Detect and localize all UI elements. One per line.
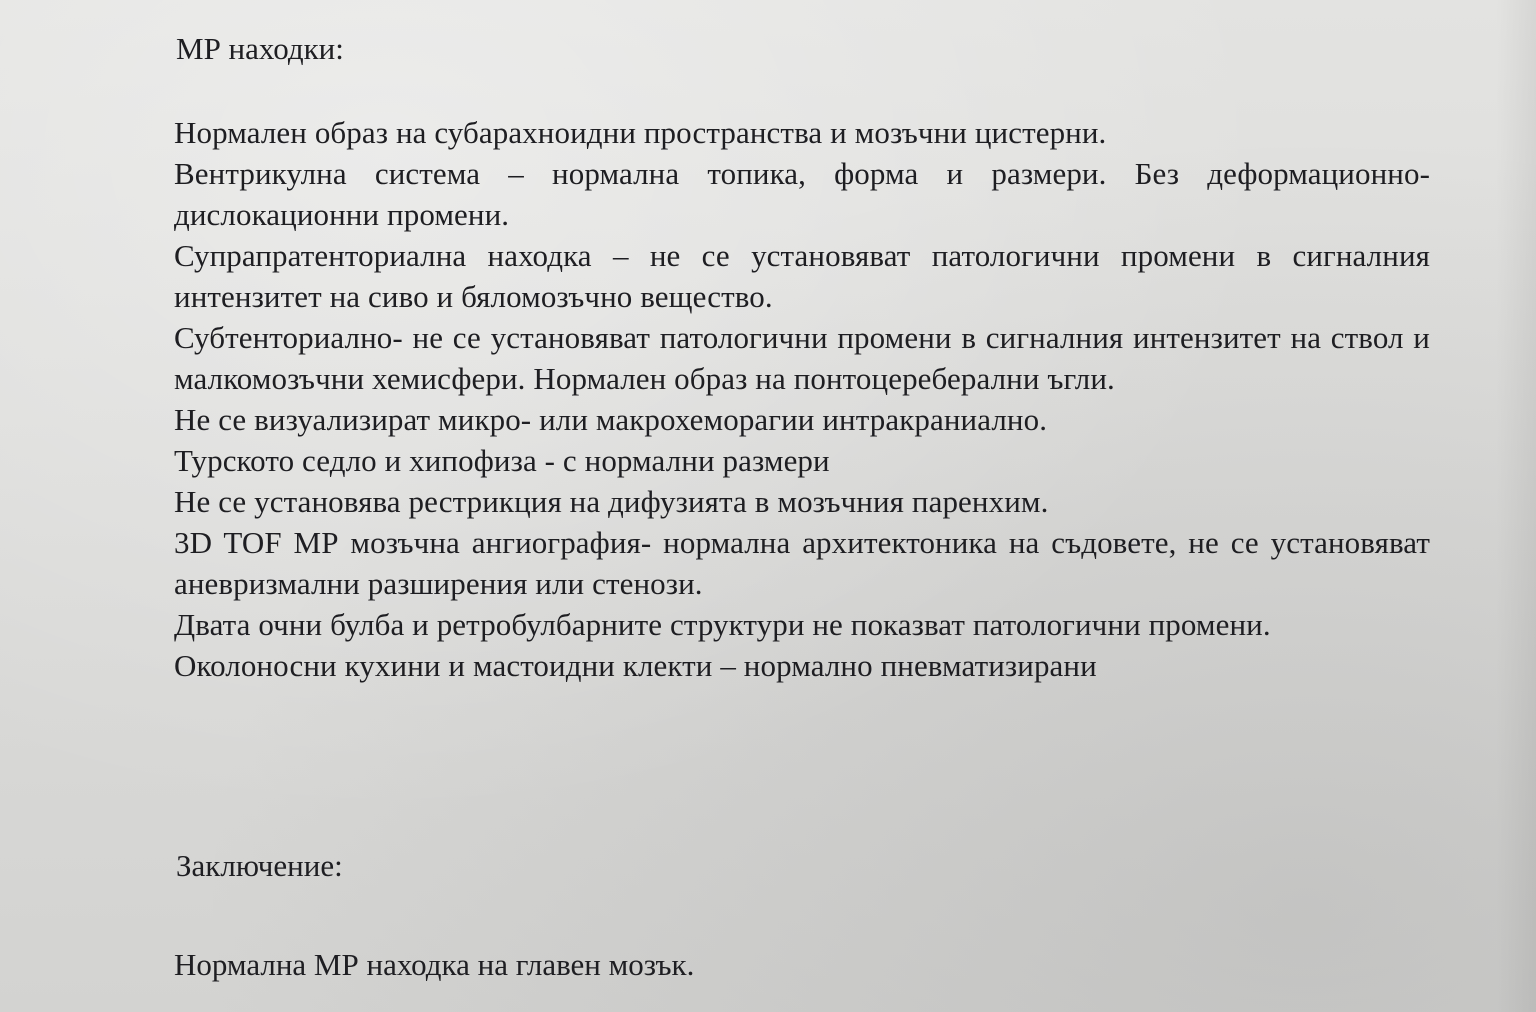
findings-heading: МР находки: <box>176 31 344 66</box>
conclusion-text: Нормална МР находка на главен мозък. <box>174 947 695 982</box>
finding-paragraph: 3D TOF МР мозъчна ангиография- нормална архитектоника на съдовете, не се установяват аневризмални разширения или стенози. <box>174 525 1430 601</box>
finding-paragraph: Супрапратенториална находка – не се установяват патологични промени в сигналния интензитет на сиво и бяломозъчно вещество. <box>174 238 1430 314</box>
finding-paragraph: Вентрикулна система – нормална топика, форма и размери. Без деформационно-дислокационни промени. <box>174 156 1430 232</box>
finding-paragraph: Нормален образ на субарахноидни пространства и мозъчни цистерни. <box>174 115 1107 150</box>
findings-body <box>174 112 1430 686</box>
finding-paragraph: Не се установява рестрикция на дифузията в мозъчния паренхим. <box>174 484 1049 519</box>
conclusion-heading: Заключение: <box>176 848 343 883</box>
finding-paragraph: Двата очни булба и ретробулбарните структури не показват патологични промени. <box>174 607 1271 642</box>
page-edge-shadow <box>1496 0 1536 1012</box>
finding-paragraph: Субтенториално- не се установяват патологични промени в сигналния интензитет на ствол и малкомозъчни хемисфери. Нормален образ на понтоцереберални ъгли. <box>174 320 1430 396</box>
finding-paragraph: Не се визуализират микро- или макрохеморагии интракраниално. <box>174 402 1048 437</box>
finding-paragraph: Околоносни кухини и мастоидни клекти – нормално пневматизирани <box>174 648 1097 683</box>
finding-paragraph: Турското седло и хипофиза - с нормални размери <box>174 443 830 478</box>
